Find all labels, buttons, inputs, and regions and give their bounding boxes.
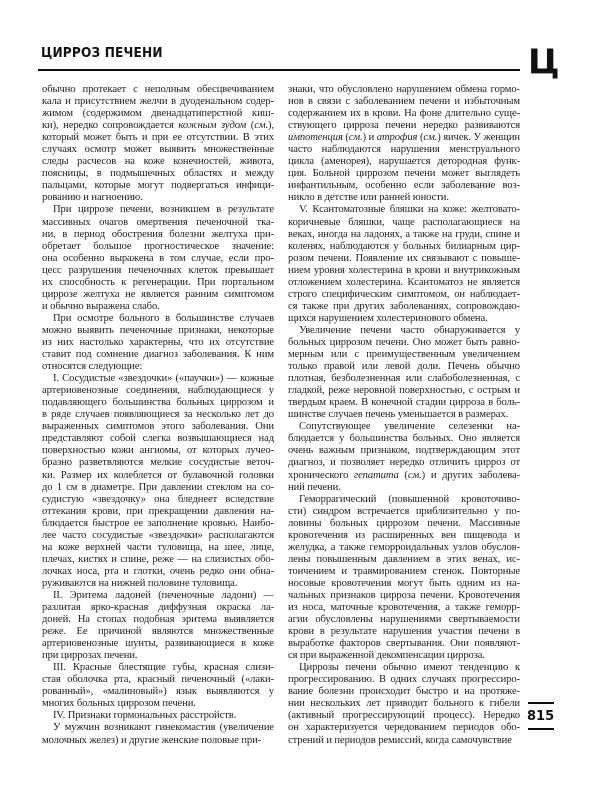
text-run: кровотечения из расширенных вен пищевода и	[288, 529, 520, 541]
text-run: лены повышенным давлением в этих венах, ис-	[288, 553, 520, 565]
text-run: следы расчесов на коже конечностей, живота,	[42, 156, 274, 168]
text-line	[288, 349, 520, 361]
text-run: знаки, что обусловлено нарушением обмена гормо-	[288, 84, 520, 95]
text-run: оттекания крови, при прекращении давления на-	[42, 505, 274, 517]
text-run: обычно протекает с неполным обесцвечиванием	[42, 84, 274, 95]
text-run: реже. Ее причиной являются множественные	[42, 626, 274, 638]
text-run: (	[246, 120, 255, 132]
text-run: стрений и периодов ремиссий, когда самочувствие	[288, 734, 512, 746]
text-line	[42, 337, 274, 349]
text-line	[42, 722, 274, 734]
text-line	[42, 108, 274, 120]
text-line	[42, 518, 274, 530]
text-line	[42, 168, 274, 180]
text-run: судистую «звездочку» она бледнеет вследствие	[42, 493, 274, 505]
text-run: на коже верхней части туловища, на шее, лице,	[42, 541, 274, 553]
section-letter: Ц	[528, 42, 560, 82]
text-run: представляют собой слегка возвышающиеся над	[42, 433, 274, 445]
text-line	[42, 325, 274, 337]
text-run: рованный», «малиновый») язык выявляются у	[42, 686, 274, 698]
text-run: стая оболочка рта, красный печеночный («лаки-	[42, 674, 274, 686]
text-line	[288, 397, 520, 409]
text-line	[288, 373, 520, 385]
text-line	[42, 120, 274, 132]
text-run: гладкой, реже неровной поверхностью, с острым и	[288, 385, 520, 397]
text-run: У мужчин возникают гинекомастия (увеличение	[53, 722, 274, 734]
text-run: отложением холестерина. Ксантоматоз не является	[288, 276, 520, 288]
text-run: прогрессированию. В одних случаях прогрессиро-	[288, 674, 520, 686]
paragraph	[42, 722, 274, 746]
text-line	[42, 84, 274, 96]
text-run: обретает большое прогностическое значение:	[42, 240, 274, 252]
text-run: (	[398, 469, 408, 481]
text-run: который может быть и при ее отсутствии. В этих	[42, 132, 274, 144]
text-run: при циррозах печени.	[42, 650, 138, 662]
text-line	[288, 542, 520, 554]
text-line	[288, 313, 520, 325]
text-line	[288, 168, 520, 180]
right-column	[288, 84, 520, 747]
text-run: он характеризуется чередованием периодов обо-	[288, 722, 520, 734]
text-run: При осмотре больного в большинстве случаев	[53, 312, 274, 324]
text-run: нием уровня холестерина в крови и внутрикожным	[288, 264, 520, 276]
text-line	[288, 650, 520, 662]
text-line	[42, 373, 274, 385]
text-line	[42, 614, 274, 626]
text-line	[42, 144, 274, 156]
text-line	[42, 578, 274, 590]
text-line	[288, 698, 520, 710]
text-line	[288, 301, 520, 313]
text-run: только правой или левой доли. Печень обычно	[288, 361, 520, 373]
text-run: хронического	[288, 469, 355, 481]
italic-term: см.	[423, 132, 438, 144]
text-line	[42, 421, 274, 433]
text-run: поверхностью кожи ангиомы, от которых лучео-	[42, 445, 274, 457]
text-line	[288, 84, 520, 96]
text-run: из носа, маточные кровотечения, а также геморр-	[288, 602, 520, 614]
text-run: лее часто сосудистые «звездочки» располагаются	[42, 529, 274, 541]
header-rule	[38, 69, 520, 71]
text-run: носовые кровотечения могут быть одним из на-	[288, 577, 520, 589]
text-line	[42, 265, 274, 277]
text-run: пальцами, которые могут подвергаться инфици-	[42, 180, 274, 192]
text-line	[42, 710, 274, 722]
text-line	[288, 482, 520, 494]
text-run: ствующего цирроза печени нередко развиваются	[288, 120, 520, 132]
text-line	[42, 204, 274, 216]
text-line	[288, 192, 520, 204]
text-line	[42, 457, 274, 469]
text-line	[42, 686, 274, 698]
page-number-rule-top	[528, 702, 554, 704]
paragraph	[42, 710, 274, 722]
text-line	[288, 602, 520, 614]
text-line	[42, 554, 274, 566]
text-line	[288, 638, 520, 650]
text-run: бразно разветвляются мелкие сосудистые веточ-	[42, 457, 274, 469]
text-line	[42, 662, 274, 674]
text-line	[288, 241, 520, 253]
text-line	[288, 470, 520, 482]
text-run: выработке факторов свертывания. Они появляют-	[288, 638, 520, 650]
text-line	[42, 566, 274, 578]
text-run: ловины больных циррозом печени. Массивные	[288, 517, 520, 529]
text-line	[42, 301, 274, 313]
text-line	[288, 626, 520, 638]
text-run: кала и присутствием желчи в дуоденальном содер-	[42, 96, 274, 108]
page-number-rule-bottom	[528, 728, 554, 730]
text-line	[288, 710, 520, 722]
text-line	[288, 518, 520, 530]
text-run: многих больных циррозом печени.	[42, 698, 196, 710]
text-line	[42, 590, 274, 602]
text-line	[42, 253, 274, 265]
text-run: массивных очагов омертвения печеночной тка-	[42, 216, 274, 228]
text-run: больных циррозом печени. Оно может быть равно-	[288, 336, 520, 348]
text-line	[288, 494, 520, 506]
text-run: Геморрагический (повышенной кровоточиво-	[299, 493, 520, 505]
text-run: блюдается у большинства больных. Оно является	[288, 433, 520, 445]
text-line	[42, 482, 274, 494]
text-line	[288, 277, 520, 289]
text-line	[42, 602, 274, 614]
text-run: до 1 см в диаметре. При давлении стеклом на со-	[42, 481, 274, 493]
text-line	[42, 433, 274, 445]
text-line	[42, 698, 274, 710]
text-line	[42, 96, 274, 108]
text-line	[288, 337, 520, 349]
text-run: ция. Больной циррозом печени может выглядеть	[288, 168, 520, 180]
text-line	[42, 361, 274, 373]
text-run: тончением и травмированием стенок. Повторные	[288, 565, 520, 577]
text-run: часто наблюдаются нарушения менструального	[288, 144, 520, 156]
text-run: строго специфическим симптомом, он наблюдает-	[288, 288, 520, 300]
page-number: 815	[527, 709, 555, 724]
text-run: чальных признаков цирроза печени. Кровотечения	[288, 589, 520, 601]
italic-term: импотенция	[288, 132, 343, 144]
text-run: ),	[268, 120, 274, 132]
text-line	[288, 445, 520, 457]
text-run: и обычно выражена слабо.	[42, 300, 160, 312]
text-run: V. Ксантоматозные бляшки на коже: желтовато-	[299, 204, 520, 216]
text-run: подавляющего большинства больных циррозом и	[42, 397, 274, 409]
text-line	[288, 421, 520, 433]
text-line	[42, 241, 274, 253]
text-run: выраженных симптомов этого заболевания. Они	[42, 421, 274, 433]
text-run: ставит под сомнение диагноз заболевания. К ним	[42, 349, 274, 361]
text-line	[288, 433, 520, 445]
paragraph	[42, 373, 274, 590]
text-line	[42, 349, 274, 361]
text-line	[288, 265, 520, 277]
text-line	[42, 156, 274, 168]
text-line	[42, 229, 274, 241]
text-run: вание болезни происходит быстро и на протяже-	[288, 686, 520, 698]
text-run: инфантильным, особенно если заболевание воз-	[288, 180, 520, 192]
text-line	[288, 156, 520, 168]
text-line	[42, 626, 274, 638]
text-line	[288, 132, 520, 144]
paragraph	[288, 325, 520, 421]
text-line	[42, 530, 274, 542]
text-run: содержанием их в крови. На фоне длительно суще-	[288, 108, 520, 120]
text-run: агии обусловлены нарушениями свертываемости	[288, 614, 520, 626]
text-line	[288, 217, 520, 229]
text-line	[288, 253, 520, 265]
paragraph	[42, 84, 274, 204]
text-run: нов в связи с заболеванием печени и избыточным	[288, 96, 520, 108]
text-run: лочках носа, рта и глотки, очень редко они обна-	[42, 565, 274, 577]
text-run: I. Сосудистые «звездочки» («паучки») — кожные	[53, 373, 274, 385]
italic-term: кожным зудом	[178, 120, 247, 132]
text-line	[288, 530, 520, 542]
text-run: диагноз, и позволяет нередко отличить цирроз от	[288, 457, 520, 469]
text-run: блюдается быстрое ее заполнение кровью. Наибо-	[42, 517, 274, 529]
paragraph	[288, 421, 520, 493]
italic-term: см.	[254, 120, 269, 132]
text-line	[42, 445, 274, 457]
text-run: сти) синдром встречается приблизительно у по-	[288, 505, 520, 517]
text-run: III. Красные блестящие губы, красная слизи-	[53, 662, 274, 674]
text-line	[42, 735, 274, 747]
text-line	[288, 674, 520, 686]
text-run: ся также при других заболеваниях, сопровождаю-	[288, 300, 520, 312]
text-line	[288, 361, 520, 373]
text-run: ся при выраженной декомпенсации цирроза.	[288, 650, 485, 662]
text-line	[42, 494, 274, 506]
text-line	[288, 590, 520, 602]
text-line	[42, 674, 274, 686]
text-run: цикла (аменорея), нарушается детородная функ-	[288, 156, 520, 168]
italic-term: см.	[348, 132, 363, 144]
text-run: руживаются на нижней половине туловища.	[42, 577, 238, 589]
text-line	[288, 662, 520, 674]
text-run: плечах, кистях и спине, реже — на слизистых обо-	[42, 553, 274, 565]
text-line	[288, 566, 520, 578]
italic-term: гепатита	[354, 469, 399, 481]
text-run: относятся следующие:	[42, 361, 143, 373]
text-line	[288, 578, 520, 590]
text-run: Сопутствующее увеличение селезенки на-	[299, 421, 520, 433]
paragraph	[42, 590, 274, 662]
text-line	[288, 144, 520, 156]
text-line	[42, 542, 274, 554]
text-run: плотная, безболезненная или слабоболезненная, с	[288, 373, 520, 385]
text-run: очень важным признаком, подтверждающим этот	[288, 445, 520, 457]
text-line	[288, 554, 520, 566]
text-run: II. Эритема ладоней (печеночные ладони) —	[53, 589, 274, 601]
italic-term: см.	[407, 469, 422, 481]
italic-term: атрофия	[376, 132, 418, 144]
text-run: из них настолько характерны, что их отсутствие	[42, 336, 274, 348]
text-run: (активный прогрессирующий процесс). Нередко	[288, 710, 520, 722]
text-run: (	[342, 132, 349, 144]
text-line	[42, 409, 274, 421]
paragraph	[288, 494, 520, 663]
text-run: их способность к регенерации. При портальном	[42, 276, 274, 288]
text-line	[288, 120, 520, 132]
text-run: циррозе желтуха не является ранним симптомом	[42, 288, 274, 300]
text-line	[42, 313, 274, 325]
text-line	[42, 650, 274, 662]
text-run: При циррозе печени, возникшем в результате	[53, 204, 274, 216]
paragraph	[42, 662, 274, 710]
text-line	[288, 180, 520, 192]
text-line	[288, 457, 520, 469]
text-run: коричневые бляшки, чаще располагающиеся на	[288, 216, 520, 228]
text-run: нии нескольких лет приводит больного к гибели	[288, 698, 520, 710]
running-head-title: ЦИРРОЗ ПЕЧЕНИ	[41, 45, 163, 61]
text-line	[42, 470, 274, 482]
text-run: молочных желез) и другие женские половые при-	[42, 734, 262, 746]
text-line	[42, 277, 274, 289]
text-run: шинстве случаев печень уменьшается в размерах.	[288, 409, 509, 421]
text-run: (	[417, 132, 424, 144]
text-run: разлитая ярко-красная диффузная окраска ла-	[42, 602, 274, 614]
text-run: крови в результате нарушения участия печени в	[288, 626, 520, 638]
paragraph	[288, 204, 520, 324]
text-run: доней. На стопах подобная эритема выявляется	[42, 614, 274, 626]
text-run: ки. Размер их колеблется от булавочной головки	[42, 469, 274, 481]
text-line	[42, 192, 274, 204]
text-line	[288, 385, 520, 397]
left-column	[42, 84, 274, 747]
text-line	[288, 614, 520, 626]
text-run: ний печени.	[288, 481, 341, 493]
text-run: никло в детстве или ранней юности.	[288, 192, 449, 204]
paragraph	[42, 313, 274, 373]
text-line	[42, 385, 274, 397]
text-run: ни, в период обострения болезни желтуха при-	[42, 228, 274, 240]
text-run: она особенно выражена в том случае, если про-	[42, 252, 274, 264]
text-run: желудка, а также геморроидальных узлов обуслов-	[288, 541, 520, 553]
text-run: ) яичек. У женщин	[437, 132, 520, 144]
text-run: можно выявить печеночные признаки, некоторые	[42, 324, 274, 336]
text-run: артериовенозные соединения, наблюдающиеся у	[42, 385, 274, 397]
text-run: поясницы, в подмышечных областях и между	[42, 168, 274, 180]
text-line	[288, 204, 520, 216]
paragraph	[42, 204, 274, 312]
text-line	[288, 409, 520, 421]
text-run: розом печени. Появление их связывают с повыше-	[288, 252, 520, 264]
text-run: твердым краем. В конечной стадии цирроза в боль-	[288, 397, 520, 409]
text-run: в ряде случаев появляющиеся за несколько лет до	[42, 409, 274, 421]
text-line	[42, 180, 274, 192]
text-line	[42, 289, 274, 301]
text-line	[288, 722, 520, 734]
text-line	[42, 217, 274, 229]
text-run: ки), нередко сопровождается	[42, 120, 179, 132]
text-line	[288, 686, 520, 698]
text-line	[288, 96, 520, 108]
text-run: веках, иногда на ладонях, а также на груди, спине и	[288, 228, 520, 240]
paragraph	[288, 84, 520, 204]
text-run: рованию и нагноению.	[42, 192, 143, 204]
text-line	[288, 506, 520, 518]
text-line	[42, 506, 274, 518]
text-run: мерным или с преимущественным увеличением	[288, 349, 520, 361]
text-line	[288, 325, 520, 337]
text-line	[288, 289, 520, 301]
text-line	[42, 132, 274, 144]
text-run: Циррозы печени обычно имеют тенденцию к	[299, 662, 520, 674]
text-run: IV. Признаки гормональных расстройств.	[53, 710, 237, 722]
text-run: жимом (содержимом двенадцатиперстной киш-	[42, 108, 274, 120]
paragraph	[288, 662, 520, 746]
text-run: ) и	[362, 132, 377, 144]
text-run: случаях осмотр может выявить множественные	[42, 144, 274, 156]
text-run: артериовенозные шунты, развивающиеся в коже	[42, 638, 274, 650]
text-line	[42, 397, 274, 409]
text-line	[42, 638, 274, 650]
text-run: коленях, наблюдаются у больных билиарным цир-	[288, 240, 520, 252]
text-run: щихся нарушением холестеринового обмена.	[288, 312, 488, 324]
text-line	[288, 108, 520, 120]
text-line	[288, 735, 520, 747]
text-run: Увеличение печени часто обнаруживается у	[299, 324, 520, 336]
text-line	[288, 229, 520, 241]
text-run: цесс разрушения печеночных клеток превышает	[42, 264, 274, 276]
text-run: ) и других заболева-	[421, 469, 520, 481]
